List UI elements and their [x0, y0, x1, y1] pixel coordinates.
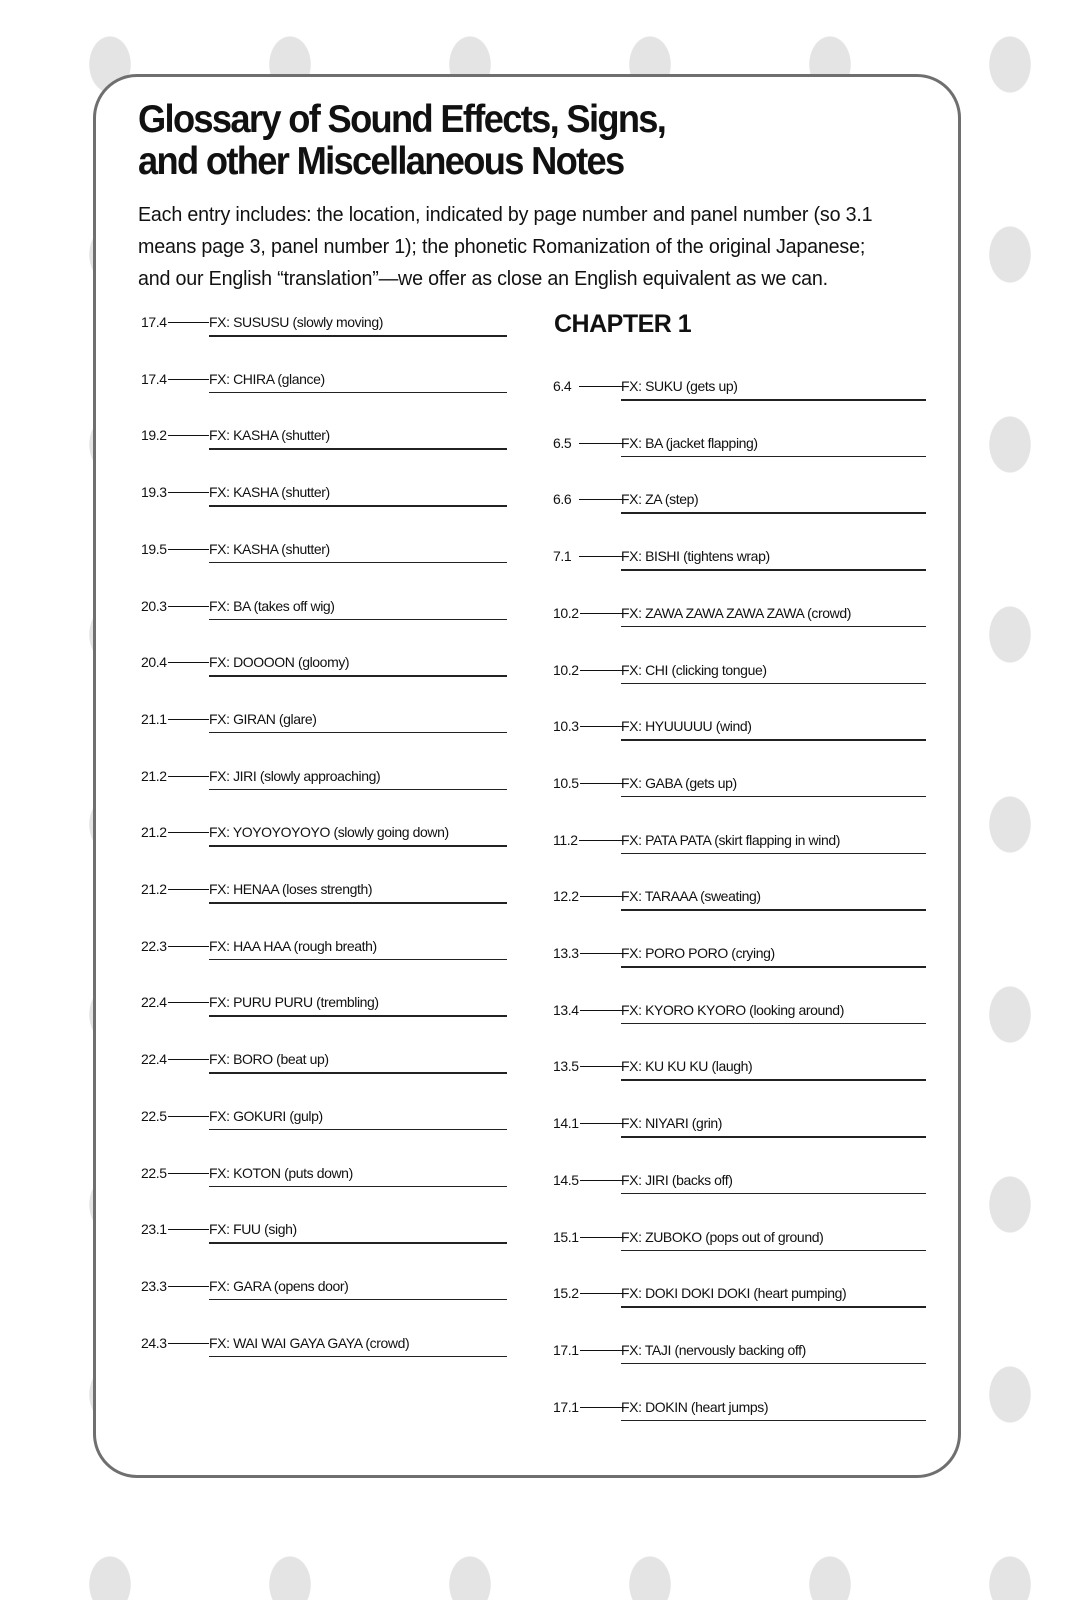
- entry-sound-effect: FX: PORO PORO (crying): [621, 945, 775, 961]
- entry-sound-effect: FX: HYUUUUU (wind): [621, 718, 752, 735]
- entry-leader-line: [579, 1350, 623, 1351]
- entry-location: 15.1: [553, 1228, 579, 1245]
- entry-sound-effect: FX: TAJI (nervously backing off): [621, 1341, 806, 1358]
- entry-leader-line: [167, 1286, 209, 1287]
- entry-underline: [209, 1186, 507, 1188]
- entry-underline: [621, 683, 926, 685]
- entry-underline: [621, 512, 926, 514]
- entry-underline: [621, 1363, 926, 1365]
- entry-leader-line: [579, 896, 623, 897]
- entry-location: 17.4: [141, 314, 167, 330]
- entry-location: 17.4: [141, 370, 167, 387]
- entry-leader-line: [579, 726, 623, 727]
- entry-underline: [621, 1193, 926, 1195]
- entry-location: 7.1: [553, 548, 572, 565]
- entry-sound-effect: FX: KASHA (shutter): [209, 484, 330, 501]
- entry-sound-effect: FX: DOKI DOKI DOKI (heart pumping): [621, 1285, 847, 1302]
- entry-leader-line: [579, 613, 623, 614]
- entry-leader-line: [579, 783, 623, 784]
- entry-sound-effect: FX: KU KU KU (laugh): [621, 1058, 753, 1075]
- entry-leader-line: [579, 1066, 623, 1067]
- entry-underline: [621, 626, 926, 628]
- entry-sound-effect: FX: PATA PATA (skirt flapping in wind): [621, 831, 840, 848]
- entry-location: 23.1: [141, 1221, 167, 1238]
- entry-underline: [209, 845, 507, 847]
- entry-sound-effect: FX: SUSUSU (slowly moving): [209, 314, 383, 330]
- entry-leader-line: [167, 776, 209, 777]
- entry-sound-effect: FX: HAA HAA (rough breath): [209, 937, 377, 954]
- entry-sound-effect: FX: KASHA (shutter): [209, 427, 330, 444]
- entry-location: 17.1: [553, 1398, 579, 1415]
- entry-sound-effect: FX: JIRI (slowly approaching): [209, 767, 381, 784]
- entry-leader-line: [167, 322, 209, 323]
- entry-leader-line: [167, 1343, 209, 1344]
- entry-underline: [209, 675, 507, 677]
- chapter-heading: CHAPTER 1: [554, 310, 692, 338]
- entry-location: 21.2: [141, 767, 167, 784]
- entry-underline: [209, 392, 507, 394]
- entry-leader-line: [167, 946, 209, 947]
- entry-sound-effect: FX: NIYARI (grin): [621, 1115, 723, 1132]
- entry-location: 19.5: [141, 540, 167, 557]
- entry-location: 20.4: [141, 654, 167, 671]
- entry-leader-line: [167, 662, 209, 663]
- entry-location: 22.5: [141, 1164, 167, 1181]
- entry-location: 11.2: [553, 831, 578, 848]
- entry-location: 12.2: [553, 888, 579, 905]
- entry-leader-line: [167, 549, 209, 550]
- entry-underline: [209, 1299, 507, 1301]
- entry-location: 24.3: [141, 1334, 167, 1351]
- entry-sound-effect: FX: ZAWA ZAWA ZAWA ZAWA (crowd): [621, 604, 852, 621]
- entry-leader-line: [579, 953, 623, 954]
- entry-underline: [621, 569, 926, 571]
- entry-location: 15.2: [553, 1285, 579, 1302]
- entry-location: 10.3: [553, 718, 579, 735]
- entry-leader-line: [579, 1237, 623, 1238]
- entry-underline: [209, 562, 507, 564]
- entry-sound-effect: FX: KASHA (shutter): [209, 540, 330, 557]
- entry-sound-effect: FX: ZA (step): [621, 491, 699, 508]
- entry-underline: [209, 619, 507, 621]
- entry-underline: [209, 1072, 507, 1074]
- entry-location: 21.1: [141, 710, 167, 727]
- entry-location: 19.2: [141, 427, 167, 444]
- entry-underline: [209, 1242, 507, 1244]
- entry-location: 14.1: [553, 1115, 579, 1132]
- entry-location: 6.4: [553, 378, 572, 394]
- entry-underline: [621, 1250, 926, 1252]
- entry-leader-line: [167, 1116, 209, 1117]
- entry-leader-line: [579, 443, 623, 444]
- entry-location: 22.4: [141, 994, 167, 1011]
- entry-underline: [209, 732, 507, 734]
- entry-leader-line: [167, 1229, 209, 1230]
- entry-sound-effect: FX: BA (jacket flapping): [621, 434, 758, 451]
- entry-sound-effect: FX: KYORO KYORO (looking around): [621, 1001, 844, 1018]
- entry-sound-effect: FX: DOOOON (gloomy): [209, 654, 350, 671]
- entry-leader-line: [579, 1010, 623, 1011]
- entry-sound-effect: FX: BISHI (tightens wrap): [621, 548, 770, 565]
- entry-underline: [621, 909, 926, 911]
- entry-underline: [209, 1356, 507, 1358]
- entry-location: 21.2: [141, 881, 167, 897]
- entry-leader-line: [167, 832, 209, 833]
- entry-leader-line: [579, 1293, 623, 1294]
- glossary-card: [93, 74, 961, 1478]
- entry-sound-effect: FX: HENAA (loses strength): [209, 881, 373, 897]
- entry-leader-line: [579, 499, 623, 500]
- entry-underline: [621, 853, 926, 855]
- page-title: [138, 99, 665, 183]
- entry-location: 22.3: [141, 937, 167, 954]
- entry-underline: [209, 902, 507, 904]
- title-line-2: and other Miscellaneous Notes: [138, 140, 624, 183]
- entry-leader-line: [167, 1059, 209, 1060]
- entry-leader-line: [579, 1180, 623, 1181]
- entry-sound-effect: FX: GARA (opens door): [209, 1277, 349, 1294]
- entry-location: 22.5: [141, 1107, 167, 1124]
- entry-leader-line: [579, 1407, 623, 1408]
- entry-location: 23.3: [141, 1277, 167, 1294]
- entry-underline: [621, 1136, 926, 1138]
- entry-location: 6.6: [553, 491, 572, 508]
- entry-leader-line: [579, 556, 623, 557]
- entry-location: 22.4: [141, 1051, 167, 1068]
- entry-underline: [621, 1306, 926, 1308]
- entry-underline: [621, 739, 926, 741]
- entry-leader-line: [167, 435, 209, 436]
- entry-sound-effect: FX: PURU PURU (trembling): [209, 994, 379, 1011]
- entry-location: 13.5: [553, 1058, 579, 1075]
- entry-underline: [621, 456, 926, 458]
- entry-location: 10.2: [553, 661, 579, 678]
- entry-sound-effect: FX: YOYOYOYOYO (slowly going down): [209, 824, 449, 841]
- entry-underline: [209, 1015, 507, 1017]
- entry-sound-effect: FX: GOKURI (gulp): [209, 1107, 323, 1124]
- entry-sound-effect: FX: SUKU (gets up): [621, 378, 738, 394]
- entry-underline: [621, 1079, 926, 1081]
- entry-underline: [209, 335, 507, 337]
- entry-location: 20.3: [141, 597, 167, 614]
- entry-leader-line: [167, 379, 209, 380]
- entry-leader-line: [579, 840, 623, 841]
- entry-leader-line: [167, 889, 209, 890]
- entry-location: 13.3: [553, 945, 579, 961]
- entry-sound-effect: FX: BORO (beat up): [209, 1051, 329, 1068]
- entry-leader-line: [167, 1002, 209, 1003]
- entry-leader-line: [579, 386, 623, 387]
- entry-underline: [209, 505, 507, 507]
- entry-leader-line: [167, 1173, 209, 1174]
- entry-underline: [209, 1129, 507, 1131]
- entry-sound-effect: FX: GIRAN (glare): [209, 710, 317, 727]
- entry-location: 6.5: [553, 434, 572, 451]
- entry-location: 17.1: [553, 1341, 579, 1358]
- entry-sound-effect: FX: WAI WAI GAYA GAYA (crowd): [209, 1334, 410, 1351]
- entry-underline: [621, 399, 926, 401]
- entry-leader-line: [167, 492, 209, 493]
- entry-sound-effect: FX: GABA (gets up): [621, 774, 737, 791]
- entry-location: 10.5: [553, 774, 579, 791]
- entry-leader-line: [167, 606, 209, 607]
- entry-sound-effect: FX: TARAAA (sweating): [621, 888, 761, 905]
- entry-underline: [209, 448, 507, 450]
- entry-location: 14.5: [553, 1171, 579, 1188]
- intro-paragraph: Each entry includes: the location, indicated by page number and panel number (so 3.1 means page 3, panel number 1); the phonetic Romanization of the original Japanese; and our English “translation”—we offer as close an English equivalent as we can.: [138, 203, 873, 290]
- title-line-1: Glossary of Sound Effects, Signs,: [138, 98, 666, 141]
- entry-location: 21.2: [141, 824, 167, 841]
- entry-underline: [621, 1420, 926, 1422]
- entry-sound-effect: FX: ZUBOKO (pops out of ground): [621, 1228, 824, 1245]
- entry-sound-effect: FX: JIRI (backs off): [621, 1171, 733, 1188]
- entry-location: 19.3: [141, 484, 167, 501]
- entry-location: 10.2: [553, 604, 579, 621]
- entry-underline: [209, 789, 507, 791]
- entry-underline: [621, 966, 926, 968]
- entry-sound-effect: FX: BA (takes off wig): [209, 597, 335, 614]
- entry-sound-effect: FX: CHIRA (glance): [209, 370, 325, 387]
- entry-sound-effect: FX: KOTON (puts down): [209, 1164, 353, 1181]
- entry-leader-line: [579, 670, 623, 671]
- entry-sound-effect: FX: CHI (clicking tongue): [621, 661, 767, 678]
- entry-sound-effect: FX: FUU (sigh): [209, 1221, 297, 1238]
- entry-underline: [209, 959, 507, 961]
- entry-sound-effect: FX: DOKIN (heart jumps): [621, 1398, 769, 1415]
- entry-location: 13.4: [553, 1001, 579, 1018]
- entry-underline: [621, 1023, 926, 1025]
- entry-underline: [621, 796, 926, 798]
- entry-leader-line: [579, 1123, 623, 1124]
- entry-leader-line: [167, 719, 209, 720]
